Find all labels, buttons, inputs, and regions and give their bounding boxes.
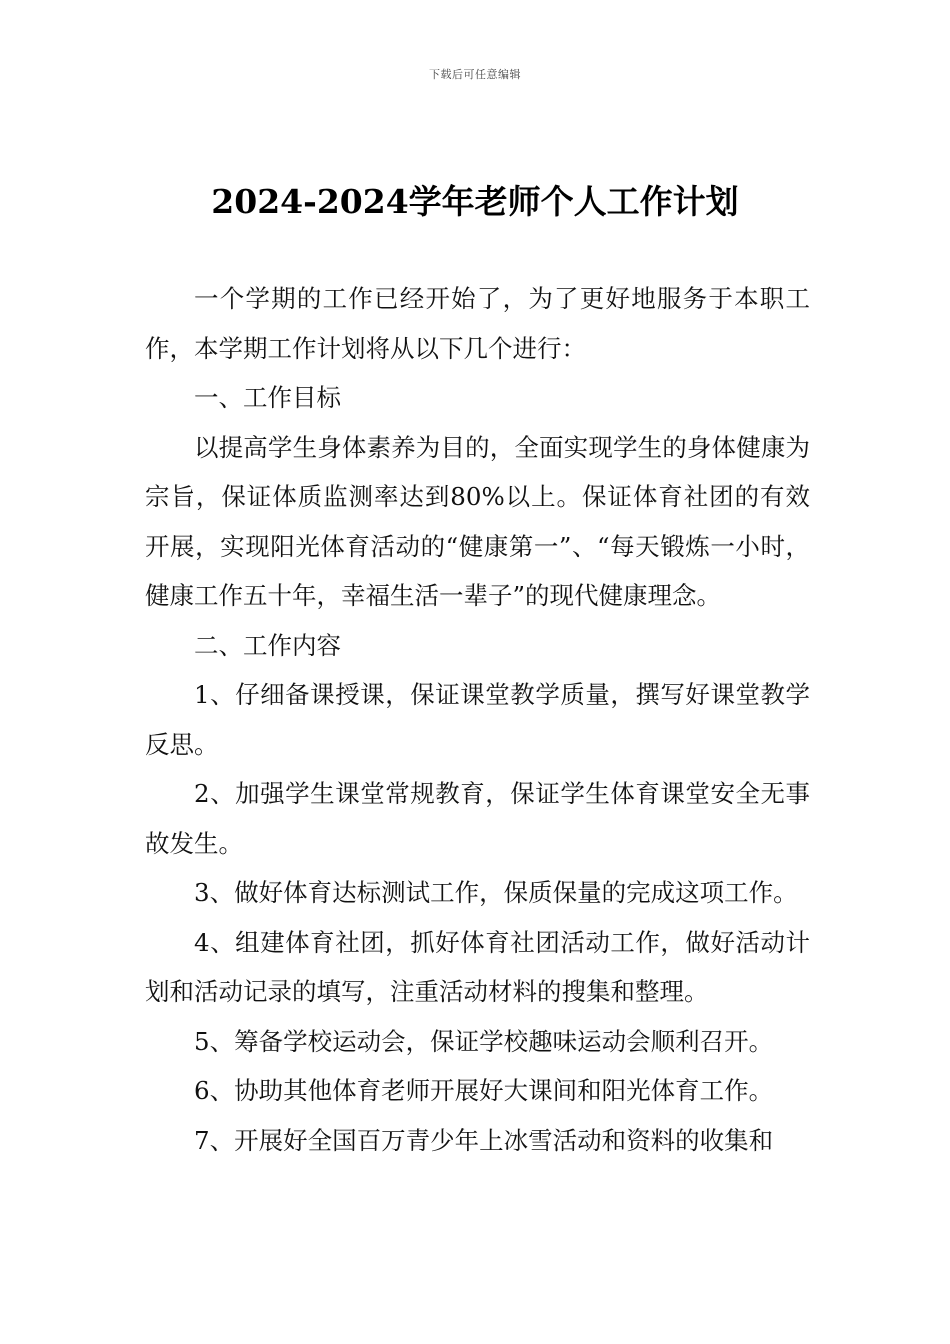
header-note: 下载后可任意编辑 (429, 68, 521, 81)
list-item: 6、协助其他体育老师开展好大课间和阳光体育工作。 (194, 1076, 774, 1105)
list-item: 4、组建体育社团，抓好体育社团活动工作，做好活动计划和活动记录的填写，注重活动材料的搜集和整理。 (145, 927, 810, 1006)
document-title: 2024-2024学年老师个人工作计划 (211, 182, 739, 221)
paragraph-intro: 一个学期的工作已经开始了，为了更好地服务于本职工作，本学期工作计划将从以下几个进行： (145, 284, 810, 363)
paragraph-goals: 以提高学生身体素养为目的，全面实现学生的身体健康为宗旨，保证体质监测率达到80%以上。保证体育社团的有效开展，实现阳光体育活动的“健康第一”、“每天锻炼一小时，健康工作五十年，幸福生活一辈子”的现代健康理念。 (145, 432, 810, 610)
list-item: 7、开展好全国百万青少年上冰雪活动和资料的收集和 (194, 1125, 774, 1155)
document-body (145, 274, 810, 1165)
list-item: 3、做好体育达标测试工作，保质保量的完成这项工作。 (194, 878, 798, 907)
list-item: 2、加强学生课堂常规教育，保证学生体育课堂安全无事故发生。 (145, 779, 810, 858)
section-heading-goals: 一、工作目标 (194, 383, 341, 412)
list-item: 5、筹备学校运动会，保证学校趣味运动会顺利召开。 (194, 1026, 774, 1056)
section-heading-content: 二、工作内容 (194, 630, 341, 660)
list-item: 1、仔细备课授课，保证课堂教学质量，撰写好课堂教学反思。 (145, 680, 810, 759)
